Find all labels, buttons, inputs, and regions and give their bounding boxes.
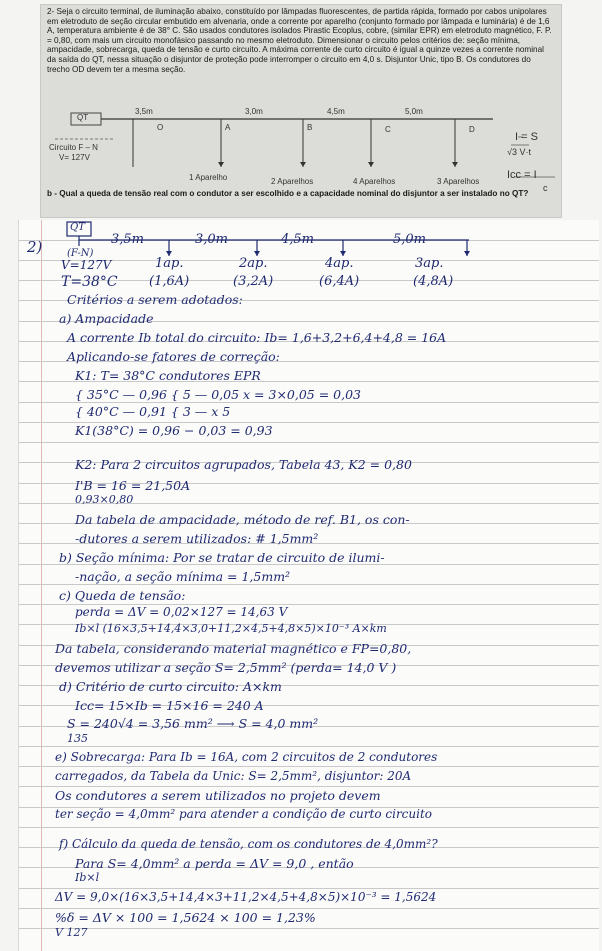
qt-box-label: QT xyxy=(70,222,85,233)
solution-line: perda = ΔV = 0,02×127 = 14,63 V xyxy=(75,605,288,619)
solution-line: Ib×l (16×3,5+14,4×3,0+11,2×4,5+4,8×5)×10⁻³ A×km xyxy=(75,622,387,635)
node-b: B xyxy=(307,123,313,132)
hw-load-2: 2ap. xyxy=(239,256,268,271)
solution-line: carregados, da Tabela da Unic: S= 2,5mm², disjuntor: 20A xyxy=(55,769,412,783)
hw-load-3: 4ap. xyxy=(325,256,354,271)
solution-line: %δ = ΔV × 100 = 1,5624 × 100 = 1,23% xyxy=(55,910,316,925)
solution-line: f) Cálculo da queda de tensão, com os condutores de 4,0mm²? xyxy=(59,837,438,851)
solution-line: 135 xyxy=(67,732,88,745)
hw-current-1: (1,6A) xyxy=(149,274,190,289)
node-c: C xyxy=(385,125,391,134)
printed-problem-card xyxy=(40,4,562,218)
solution-line: d) Critério de curto circuito: A×km xyxy=(59,679,282,694)
solution-line: Os condutores a serem utilizados no projeto devem xyxy=(55,788,381,803)
solution-line: Ib×l xyxy=(75,871,100,884)
solution-line: devemos utilizar a seção S= 2,5mm² (perda= 14,0 V ) xyxy=(55,660,397,675)
solution-line: 0,93×0,80 xyxy=(75,493,134,506)
solution-line: e) Sobrecarga: Para Ib = 16A, com 2 circuitos de 2 condutores xyxy=(55,750,438,764)
side-note-1: I = S xyxy=(515,131,538,143)
hw-current-4: (4,8A) xyxy=(413,274,454,289)
load-3: 4 Aparelhos xyxy=(353,177,396,186)
hw-distance-2: 3,0m xyxy=(195,232,229,247)
solution-line: ΔV = 9,0×(16×3,5+14,4×3+11,2×4,5+4,8×5)×10⁻³ = 1,5624 xyxy=(55,890,437,904)
solution-line: b) Seção mínima: Por se tratar de circuito de ilumi- xyxy=(59,550,385,565)
side-note-3: Icc = I xyxy=(507,169,537,181)
load-arrows xyxy=(218,162,458,167)
temperature-label: T=38°C xyxy=(61,274,118,290)
solution-line: Icc= 15×Ib = 15×16 = 240 A xyxy=(75,698,264,713)
load-4: 3 Aparelhos xyxy=(437,177,480,186)
solution-line: { 40°C — 0,91 { 3 — x 5 xyxy=(75,404,231,419)
solution-line: -dutores a serem utilizados: # 1,5mm² xyxy=(75,531,319,546)
solution-line: c) Queda de tensão: xyxy=(59,588,186,603)
solution-line: Da tabela de ampacidade, método de ref. B1, os con- xyxy=(75,512,410,527)
hw-load-4: 3ap. xyxy=(415,256,444,271)
solution-line: Da tabela, considerando material magnético e FP=0,80, xyxy=(55,641,412,656)
load-2: 2 Aparelhos xyxy=(271,177,314,186)
node-a: A xyxy=(225,123,231,132)
circuit-diagram xyxy=(45,107,557,195)
side-note-2: √3 V·t xyxy=(507,147,531,157)
node-d: D xyxy=(469,125,475,134)
hw-current-2: (3,2A) xyxy=(233,274,274,289)
node-o: O xyxy=(157,123,164,132)
distance-1: 3,5m xyxy=(135,107,153,116)
solution-line: I'B = 16 = 21,50A xyxy=(75,478,191,493)
solution-line: Aplicando-se fatores de correção: xyxy=(67,349,280,364)
voltage-label: V= 127V xyxy=(59,153,90,162)
solution-line: K2: Para 2 circuitos agrupados, Tabela 43, K2 = 0,80 xyxy=(75,457,412,472)
solution-line: -nação, a seção mínima = 1,5mm² xyxy=(75,569,291,584)
hw-distance-4: 5,0m xyxy=(393,232,427,247)
hw-load-1: 1ap. xyxy=(155,256,184,271)
qt-label: QT xyxy=(77,113,89,122)
solution-line: ter seção = 4,0mm² para atender a condição de curto circuito xyxy=(55,807,433,821)
side-note-4: c xyxy=(543,183,548,193)
solution-line: { 35°C — 0,96 { 5 — 0,05 x = 3×0,05 = 0,03 xyxy=(75,387,362,402)
hw-distance-1: 3,5m xyxy=(111,232,145,247)
solution-line: Para S= 4,0mm² a perda = ΔV = 9,0 , então xyxy=(75,856,354,871)
distance-2: 3,0m xyxy=(245,107,263,116)
hw-current-3: (6,4A) xyxy=(319,274,360,289)
handwritten-solution-sheet xyxy=(18,220,599,951)
solution-line: S = 240√4 = 3,56 mm² ⟶ S = 4,0 mm² xyxy=(67,716,319,731)
sheet-margin-line xyxy=(41,220,42,951)
circuit-label: Circuito F – N xyxy=(49,143,98,152)
distance-4: 5,0m xyxy=(405,107,423,116)
solution-number: 2) xyxy=(27,238,43,256)
solution-line: K1(38°C) = 0,96 − 0,03 = 0,93 xyxy=(75,423,273,438)
solution-line: a) Ampacidade xyxy=(59,311,154,326)
question-b: b - Qual a queda de tensão real com o condutor a ser escolhido e a capacidade nominal do disjuntor a ser instalado no QT? xyxy=(47,189,529,198)
solution-line: A corrente Ib total do circuito: Ib= 1,6+3,2+6,4+4,8 = 16A xyxy=(67,330,447,345)
distance-3: 4,5m xyxy=(327,107,345,116)
load-1: 1 Aparelho xyxy=(189,173,228,182)
problem-statement: 2- Seja o circuito terminal, de iluminação abaixo, constituído por lâmpadas fluorescentes, de partida rápida, formado por cabos unipolares em eletroduto de seção circular embutido em alvenaria, onde a corrente por aparelho (conjunto formado por lâmpada e luminária) é de 1,6 A, temperatura ambiente é de 38° C. São usados condutores isolados Pirastic Ecoplus, cobre, (similar EPR) em eletroduto magnético, F. P. = 0,80, com mais um circuito monofásico passando no mesmo eletroduto. Dimensionar o circuito pelos critérios de: seção mínima, ampacidade, sobrecarga, queda de tensão e curto circuito. A máxima corrente de curto circuito é igual a quinze vezes a corrente nominal da saída do QT, nessa situação o disjuntor de proteção pode interromper o circuito em 4,0 s. Disjuntor Unic, tipo B. Os condutores do trecho OD devem ter a mesma seção. xyxy=(47,7,552,74)
hw-distance-3: 4,5m xyxy=(281,232,315,247)
solution-line: K1: T= 38°C condutores EPR xyxy=(75,368,261,383)
solution-line: Critérios a serem adotados: xyxy=(67,292,243,307)
solution-line: V 127 xyxy=(55,926,88,939)
voltage-label-hw: V=127V xyxy=(61,258,112,272)
fn-label: (F-N) xyxy=(67,248,94,259)
